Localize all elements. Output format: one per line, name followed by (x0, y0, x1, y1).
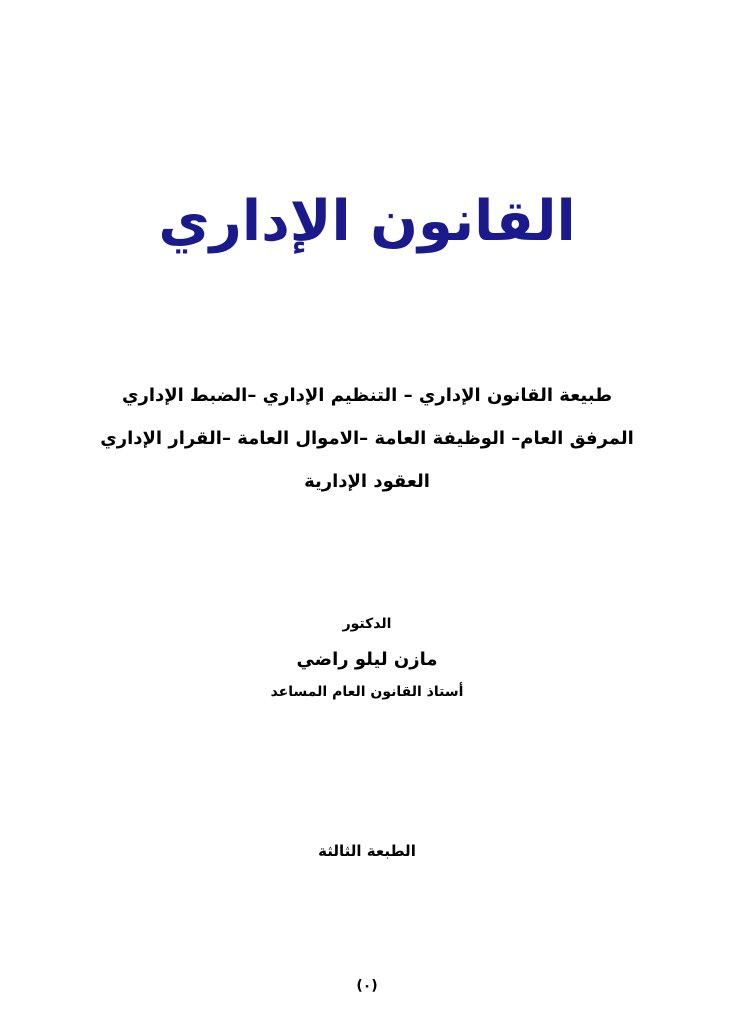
topics-list (100, 374, 634, 503)
author-name: مازن ليلو راضي (296, 649, 438, 670)
document-title: القانون الإداري (158, 188, 576, 254)
topic-line-2: المرفق العام– الوظيفة العامة –الاموال العامة –القرار الإداري (100, 428, 634, 449)
author-label: الدكتور (342, 616, 392, 632)
topic-line-1: طبيعة القانون الإداري – التنظيم الإداري –الضبط الإداري (121, 385, 613, 406)
author-position: أستاذ القانون العام المساعد (270, 684, 464, 700)
edition-label: الطبعة الثالثة (318, 842, 416, 860)
page-number: (٠) (356, 978, 378, 994)
topic-line-3: العقود الإدارية (304, 471, 430, 492)
